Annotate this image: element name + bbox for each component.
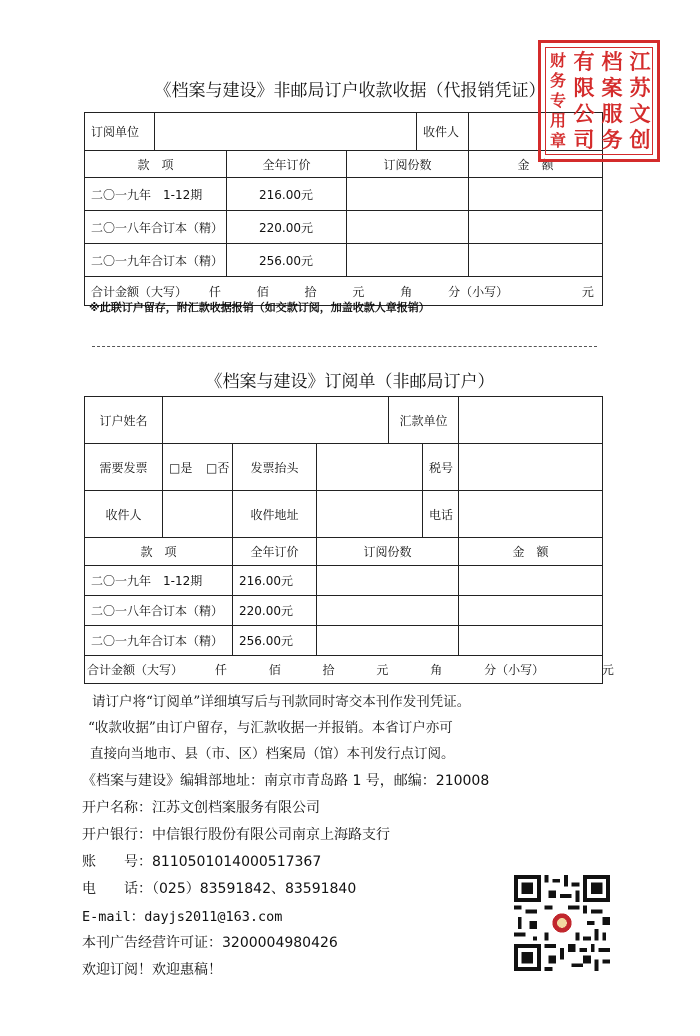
unit-fen: 分（小写） bbox=[484, 663, 545, 677]
invoice-options[interactable] bbox=[163, 444, 233, 491]
invoice-no-checkbox[interactable]: □否 bbox=[206, 460, 230, 475]
row-copies-field[interactable] bbox=[317, 566, 459, 596]
row-price: 220.00元 bbox=[233, 596, 317, 626]
unit-ten: 拾 bbox=[304, 284, 317, 299]
address-field[interactable] bbox=[317, 491, 423, 538]
cut-line bbox=[92, 346, 597, 347]
header-amount: 金 额 bbox=[469, 151, 603, 178]
name-label: 订户姓名 bbox=[85, 397, 163, 444]
row-copies-field[interactable] bbox=[347, 178, 469, 211]
tax-no-label: 税号 bbox=[423, 444, 459, 491]
remit-unit-label: 汇款单位 bbox=[389, 397, 459, 444]
name-field[interactable] bbox=[163, 397, 389, 444]
instruction-line: 直接向当地市、县（市、区）档案局（馆）本刊发行点订阅。 bbox=[90, 746, 455, 762]
unit-thousand: 仟 bbox=[208, 284, 221, 299]
row-price: 216.00元 bbox=[233, 566, 317, 596]
row-price: 216.00元 bbox=[227, 178, 347, 211]
account-name: 开户名称：江苏文创档案服务有限公司 bbox=[82, 800, 320, 816]
recipient-label: 收件人 bbox=[417, 113, 469, 151]
phone-info-label: 电 话： bbox=[82, 881, 152, 897]
instruction-line: “收款收据”由订户留存，与汇款收据一并报销。本省订户亦可 bbox=[88, 720, 453, 736]
seal-text-col: 财 务 专 用 章 bbox=[549, 51, 566, 150]
total-label: 合计金额（大写） bbox=[87, 663, 184, 677]
welcome-text: 欢迎订阅！欢迎惠稿！ bbox=[82, 962, 222, 978]
subscriber-unit-field[interactable] bbox=[155, 113, 417, 151]
header-copies: 订阅份数 bbox=[347, 151, 469, 178]
row-amount-field[interactable] bbox=[469, 244, 603, 277]
total-label: 合计金额（大写） bbox=[91, 284, 188, 299]
header-copies: 订阅份数 bbox=[317, 538, 459, 566]
unit-fen: 分（小写） bbox=[448, 284, 509, 299]
row-copies-field[interactable] bbox=[317, 626, 459, 656]
invoice-title-label: 发票抬头 bbox=[233, 444, 317, 491]
header-amount: 金 额 bbox=[459, 538, 603, 566]
order-form-title: 《档案与建设》订阅单（非邮局订户） bbox=[205, 372, 495, 392]
invoice-needed-label: 需要发票 bbox=[85, 444, 163, 491]
row-item: 二〇一九年合订本（精） bbox=[85, 244, 227, 277]
receipt-note: ※此联订户留存，附汇款收据报销（如交款订阅，加盖收款人章报销） bbox=[89, 301, 430, 314]
row-amount-field[interactable] bbox=[469, 211, 603, 244]
row-price: 256.00元 bbox=[233, 626, 317, 656]
remit-unit-field[interactable] bbox=[459, 397, 603, 444]
receipt-table bbox=[84, 112, 603, 306]
address-label: 收件地址 bbox=[233, 491, 317, 538]
seal-text-col: 有 限 公 司 bbox=[573, 49, 595, 152]
row-item: 二〇一九年合订本（精） bbox=[85, 626, 233, 656]
header-item: 款 项 bbox=[85, 538, 233, 566]
account-number bbox=[82, 851, 321, 871]
company-seal bbox=[538, 40, 660, 162]
bank-name: 开户银行：中信银行股份有限公司南京上海路支行 bbox=[82, 827, 390, 843]
unit-ten: 拾 bbox=[322, 663, 335, 677]
phone-label: 电话 bbox=[423, 491, 459, 538]
row-item: 二〇一八年合订本（精） bbox=[85, 211, 227, 244]
row-copies-field[interactable] bbox=[317, 596, 459, 626]
unit-jiao: 角 bbox=[430, 663, 443, 677]
row-item: 二〇一九年 1-12期 bbox=[85, 566, 233, 596]
row-item: 二〇一九年 1-12期 bbox=[85, 178, 227, 211]
recipient-field[interactable] bbox=[163, 491, 233, 538]
unit-yuan: 元 bbox=[352, 284, 365, 299]
row-price: 220.00元 bbox=[227, 211, 347, 244]
account-number-label: 账 号： bbox=[82, 854, 152, 870]
editorial-address: 《档案与建设》编辑部地址：南京市青岛路 1 号，邮编：210008 bbox=[82, 773, 490, 789]
invoice-yes-checkbox[interactable]: □是 bbox=[169, 460, 193, 475]
seal-text-col: 江 苏 文 创 bbox=[629, 49, 651, 152]
seal-text-col: 档 案 服 务 bbox=[601, 49, 623, 152]
unit-hundred: 佰 bbox=[256, 284, 269, 299]
row-item: 二〇一八年合订本（精） bbox=[85, 596, 233, 626]
unit-yuan: 元 bbox=[376, 663, 389, 677]
row-amount-field[interactable] bbox=[459, 626, 603, 656]
total-row[interactable] bbox=[85, 656, 614, 684]
header-item: 款 项 bbox=[85, 151, 227, 178]
header-price: 全年订价 bbox=[227, 151, 347, 178]
row-price: 256.00元 bbox=[227, 244, 347, 277]
invoice-title-field[interactable] bbox=[317, 444, 423, 491]
row-copies-field[interactable] bbox=[347, 244, 469, 277]
receipt-title: 《档案与建设》非邮局订户收款收据（代报销凭证） bbox=[154, 81, 546, 101]
row-amount-field[interactable] bbox=[459, 566, 603, 596]
row-copies-field[interactable] bbox=[347, 211, 469, 244]
tax-no-field[interactable] bbox=[459, 444, 603, 491]
recipient-label: 收件人 bbox=[85, 491, 163, 538]
row-amount-field[interactable] bbox=[459, 596, 603, 626]
account-number-value: 8110501014000517367 bbox=[152, 854, 322, 870]
ad-license: 本刊广告经营许可证：3200004980426 bbox=[82, 935, 338, 951]
unit-thousand: 仟 bbox=[214, 663, 227, 677]
phone-info bbox=[82, 878, 356, 898]
instruction-line: 请订户将“订阅单”详细填写后与刊款同时寄交本刊作发刊凭证。 bbox=[92, 694, 471, 710]
unit-jiao: 角 bbox=[400, 284, 413, 299]
phone-info-value: （025）83591842、83591840 bbox=[152, 881, 357, 897]
subscriber-unit-label: 订阅单位 bbox=[85, 113, 155, 151]
unit-hundred: 佰 bbox=[268, 663, 281, 677]
order-form-table bbox=[84, 396, 614, 684]
row-amount-field[interactable] bbox=[469, 178, 603, 211]
header-price: 全年订价 bbox=[233, 538, 317, 566]
email[interactable]: E-mail：dayjs2011@163.com bbox=[82, 909, 283, 925]
qr-code bbox=[514, 872, 610, 974]
phone-field[interactable] bbox=[459, 491, 603, 538]
unit-yuan-small: 元 bbox=[581, 284, 594, 299]
unit-yuan-small: 元 bbox=[601, 663, 614, 677]
